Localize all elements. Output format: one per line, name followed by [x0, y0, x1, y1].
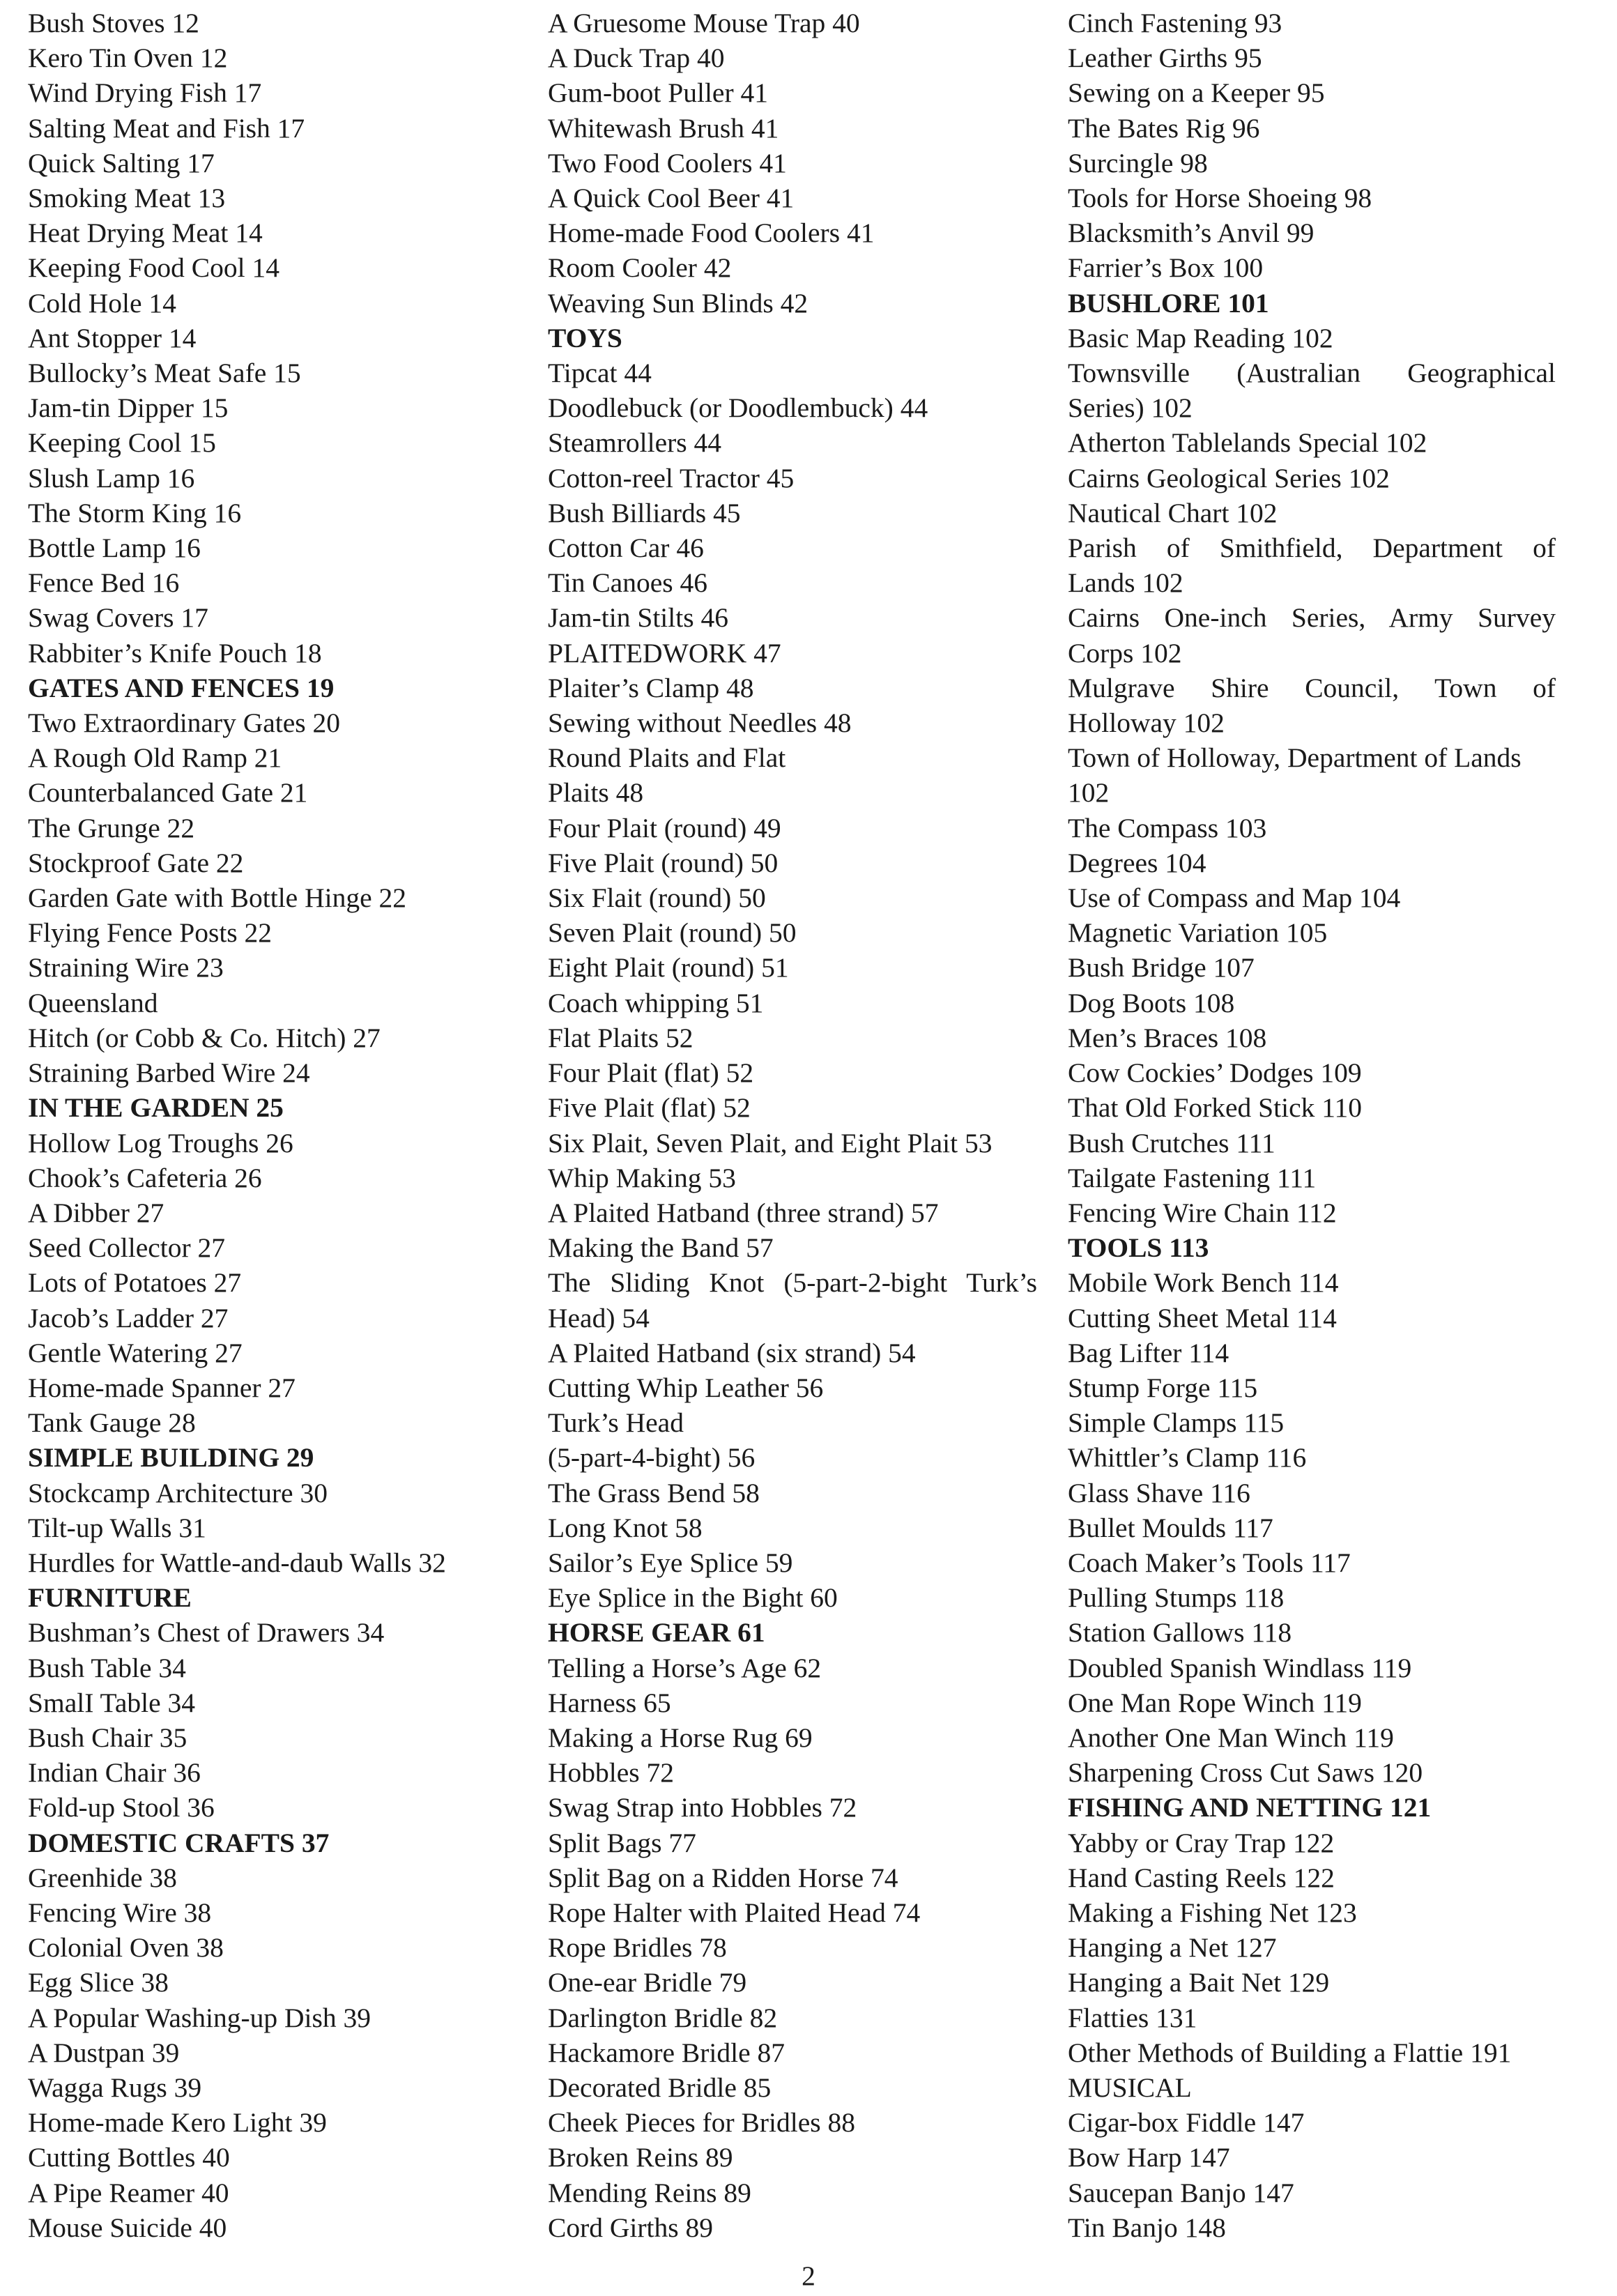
index-entry: Hanging a Net 127	[1068, 1932, 1277, 1964]
index-entry: Telling a Horse’s Age 62	[548, 1652, 822, 1683]
index-entry: A Gruesome Mouse Trap 40	[548, 8, 860, 38]
index-entry: Degrees 104	[1068, 847, 1206, 878]
index-entry: Queensland	[28, 987, 158, 1018]
index-entry: Bullocky’s Meat Safe 15	[28, 358, 301, 389]
index-entry: Seven Plait (round) 50	[548, 917, 797, 949]
index-entry: Bow Harp 147	[1068, 2142, 1230, 2173]
index-entry: Cutting Sheet Metal 114	[1068, 1302, 1337, 1333]
index-entry: Bottle Lamp 16	[28, 533, 201, 564]
index-entry: Seed Collector 27	[28, 1232, 226, 1264]
index-entry: Men’s Braces 108	[1068, 1022, 1267, 1053]
index-entry: Split Bag on a Ridden Horse 74	[548, 1862, 898, 1893]
index-entry: The Bates Rig 96	[1068, 112, 1260, 144]
index-entry: Quick Salting 17	[28, 147, 215, 178]
index-entry: Decorated Bridle 85	[548, 2072, 772, 2103]
index-entry: Eye Splice in the Bight 60	[548, 1582, 838, 1614]
index-entry: Home-made Kero Light 39	[28, 2107, 327, 2138]
index-entry: Sewing without Needles 48	[548, 707, 852, 739]
index-entry: Mulgrave Shire Council, Town of	[1068, 672, 1556, 703]
index-entry: Making a Horse Rug 69	[548, 1722, 813, 1753]
index-column-2	[548, 6, 1037, 2245]
index-entry: Cinch Fastening 93	[1068, 8, 1282, 38]
index-entry: Doodlebuck (or Doodlembuck) 44	[548, 392, 928, 424]
index-entry: Cotton-reel Tractor 45	[548, 462, 795, 493]
index-entry: Another One Man Winch 119	[1068, 1722, 1394, 1753]
index-entry: Six Plait, Seven Plait, and Eight Plait 53	[548, 1127, 993, 1158]
index-entry: Surcingle 98	[1068, 147, 1208, 178]
index-entry: Rabbiter’s Knife Pouch 18	[28, 637, 322, 668]
index-entry: Whittler’s Clamp 116	[1068, 1442, 1307, 1474]
index-entry: Plaits 48	[548, 777, 644, 809]
index-entry: A Dibber 27	[28, 1197, 164, 1228]
index-entry: 102	[1068, 777, 1110, 809]
index-entry: Tank Gauge 28	[28, 1407, 196, 1439]
index-entry: Egg Slice 38	[28, 1967, 169, 1998]
index-entry: Farrier’s Box 100	[1068, 252, 1264, 284]
index-entry: Hobbles 72	[548, 1757, 675, 1789]
index-entry: Head) 54	[548, 1302, 650, 1333]
index-entry: Smoking Meat 13	[28, 183, 226, 214]
index-entry: SmalI Table 34	[28, 1687, 196, 1718]
index-column-1	[28, 6, 502, 2245]
index-entry: Simple Clamps 115	[1068, 1407, 1285, 1439]
index-entry: Cow Cockies’ Dodges 109	[1068, 1057, 1362, 1089]
index-entry: Coach Maker’s Tools 117	[1068, 1547, 1351, 1578]
index-entry: Jacob’s Ladder 27	[28, 1302, 229, 1333]
index-entry: Whitewash Brush 41	[548, 112, 779, 144]
index-entry: Bush Chair 35	[28, 1722, 187, 1753]
index-entry: Plaiter’s Clamp 48	[548, 672, 754, 703]
section-heading: SIMPLE BUILDING 29	[28, 1442, 314, 1474]
index-entry: (5-part-4-bight) 56	[548, 1442, 756, 1474]
index-entry: Cairns Geological Series 102	[1068, 462, 1390, 493]
index-entry: The Sliding Knot (5-part-2-bight Turk’s	[548, 1267, 1037, 1299]
index-entry: Magnetic Variation 105	[1068, 917, 1328, 949]
index-entry: Cigar-box Fiddle 147	[1068, 2107, 1305, 2138]
index-entry: Corps 102	[1068, 637, 1182, 668]
index-entry: Pulling Stumps 118	[1068, 1582, 1285, 1614]
index-entry: Basic Map Reading 102	[1068, 322, 1333, 353]
index-entry: MUSICAL	[1068, 2072, 1192, 2103]
index-entry: Making the Band 57	[548, 1232, 774, 1264]
index-entry: Town of Holloway, Department of Lands	[1068, 742, 1522, 774]
index-entry: Salting Meat and Fish 17	[28, 112, 305, 144]
index-entry: Home-made Spanner 27	[28, 1372, 296, 1403]
index-entry: Greenhide 38	[28, 1862, 177, 1893]
index-entry: Four Plait (flat) 52	[548, 1057, 754, 1089]
index-entry: A Quick Cool Beer 41	[548, 183, 795, 214]
index-entry: Fold-up Stool 36	[28, 1792, 215, 1823]
index-entry: Leather Girths 95	[1068, 43, 1262, 74]
index-entry: Station Gallows 118	[1068, 1617, 1292, 1648]
index-entry: A Plaited Hatband (three strand) 57	[548, 1197, 939, 1228]
index-entry: Mouse Suicide 40	[28, 2212, 227, 2243]
index-entry: Split Bags 77	[548, 1827, 696, 1858]
index-entry: Swag Covers 17	[28, 602, 208, 634]
index-entry: Flying Fence Posts 22	[28, 917, 273, 949]
index-entry: Flatties 131	[1068, 2002, 1197, 2033]
section-heading: FURNITURE	[28, 1582, 192, 1614]
index-entry: Lots of Potatoes 27	[28, 1267, 242, 1299]
index-entry: Chook’s Cafeteria 26	[28, 1162, 262, 1193]
index-entry: Flat Plaits 52	[548, 1022, 693, 1053]
section-heading: GATES AND FENCES 19	[28, 672, 335, 703]
index-entry: Tin Banjo 148	[1068, 2212, 1226, 2243]
index-entry: One Man Rope Winch 119	[1068, 1687, 1362, 1718]
index-entry: A Duck Trap 40	[548, 43, 725, 74]
index-entry: A Plaited Hatband (six strand) 54	[548, 1337, 916, 1368]
index-entry: The Compass 103	[1068, 812, 1267, 843]
index-entry: Cairns One-inch Series, Army Survey	[1068, 602, 1556, 634]
index-entry: Tilt-up Walls 31	[28, 1512, 206, 1543]
index-entry: Room Cooler 42	[548, 252, 732, 284]
index-entry: Home-made Food Coolers 41	[548, 217, 875, 249]
index-entry: Steamrollers 44	[548, 427, 722, 459]
index-entry: Holloway 102	[1068, 707, 1225, 739]
index-entry: Dog Boots 108	[1068, 987, 1235, 1018]
index-entry: Ant Stopper 14	[28, 322, 197, 353]
index-entry: Keeping Cool 15	[28, 427, 216, 459]
index-entry: Fence Bed 16	[28, 567, 180, 599]
index-entry: Mobile Work Bench 114	[1068, 1267, 1339, 1299]
index-entry: Doubled Spanish Windlass 119	[1068, 1652, 1412, 1683]
index-entry: Keeping Food Cool 14	[28, 252, 279, 284]
index-entry: Counterbalanced Gate 21	[28, 777, 308, 809]
index-entry: Cold Hole 14	[28, 287, 176, 319]
index-entry: Jam-tin Dipper 15	[28, 392, 229, 424]
index-entry: Townsville (Australian Geographical	[1068, 358, 1556, 389]
index-entry: Cutting Whip Leather 56	[548, 1372, 824, 1403]
index-entry: Cord Girths 89	[548, 2212, 713, 2243]
index-entry: Colonial Oven 38	[28, 1932, 224, 1964]
index-entry: Fencing Wire 38	[28, 1897, 212, 1928]
index-entry: Long Knot 58	[548, 1512, 703, 1543]
index-entry: Heat Drying Meat 14	[28, 217, 263, 249]
index-entry: Sewing on a Keeper 95	[1068, 77, 1325, 109]
index-entry: Bushman’s Chest of Drawers 34	[28, 1617, 385, 1648]
index-entry: Yabby or Cray Trap 122	[1068, 1827, 1335, 1858]
index-entry: Bag Lifter 114	[1068, 1337, 1229, 1368]
index-entry: Cheek Pieces for Bridles 88	[548, 2107, 855, 2138]
index-entry: Bush Bridge 107	[1068, 952, 1255, 984]
index-entry: Tin Canoes 46	[548, 567, 707, 599]
index-entry: A Rough Old Ramp 21	[28, 742, 282, 774]
index-entry: Weaving Sun Blinds 42	[548, 287, 808, 319]
index-entry: Cutting Bottles 40	[28, 2142, 230, 2173]
index-entry: The Grunge 22	[28, 812, 195, 843]
index-entry: Glass Shave 116	[1068, 1477, 1250, 1508]
index-entry: Turk’s Head	[548, 1407, 684, 1439]
index-entry: Indian Chair 36	[28, 1757, 201, 1789]
index-entry: Round Plaits and Flat	[548, 742, 786, 774]
index-entry: Rope Halter with Plaited Head 74	[548, 1897, 921, 1928]
page-number: 2	[802, 2260, 815, 2291]
index-entry: Broken Reins 89	[548, 2142, 733, 2173]
index-entry: A Pipe Reamer 40	[28, 2177, 229, 2208]
index-entry: One-ear Bridle 79	[548, 1967, 747, 1998]
index-entry: Bush Crutches 111	[1068, 1127, 1275, 1158]
index-entry: Whip Making 53	[548, 1162, 736, 1193]
index-entry: Bush Billiards 45	[548, 497, 741, 528]
index-entry: Hackamore Bridle 87	[548, 2037, 785, 2068]
index-entry: Coach whipping 51	[548, 987, 764, 1018]
index-entry: Tailgate Fastening 111	[1068, 1162, 1317, 1193]
index-entry: Lands 102	[1068, 567, 1183, 599]
index-entry: Cotton Car 46	[548, 533, 704, 564]
index-entry: Stockcamp Architecture 30	[28, 1477, 328, 1508]
index-entry: Sailor’s Eye Splice 59	[548, 1547, 793, 1578]
index-entry: A Popular Washing-up Dish 39	[28, 2002, 371, 2033]
index-entry: Kero Tin Oven 12	[28, 43, 228, 74]
index-entry: Gentle Watering 27	[28, 1337, 243, 1368]
index-entry: Two Food Coolers 41	[548, 147, 787, 178]
index-entry: Garden Gate with Bottle Hinge 22	[28, 882, 406, 914]
index-entry: Series) 102	[1068, 392, 1193, 424]
index-entry: Six Flait (round) 50	[548, 882, 766, 914]
index-entry: The Storm King 16	[28, 497, 242, 528]
index-entry: Gum-boot Puller 41	[548, 77, 768, 109]
section-heading: DOMESTIC CRAFTS 37	[28, 1827, 330, 1858]
index-entry: Slush Lamp 16	[28, 462, 195, 493]
index-entry: Hand Casting Reels 122	[1068, 1862, 1335, 1893]
index-entry: Swag Strap into Hobbles 72	[548, 1792, 857, 1823]
index-entry: Hitch (or Cobb & Co. Hitch) 27	[28, 1022, 381, 1053]
index-entry: That Old Forked Stick 110	[1068, 1092, 1363, 1124]
index-entry: Hanging a Bait Net 129	[1068, 1967, 1330, 1998]
index-entry: Tipcat 44	[548, 358, 652, 389]
index-entry: Hurdles for Wattle-and-daub Walls 32	[28, 1547, 446, 1578]
index-entry: Sharpening Cross Cut Saws 120	[1068, 1757, 1423, 1789]
index-entry: Making a Fishing Net 123	[1068, 1897, 1357, 1928]
index-entry: Stockproof Gate 22	[28, 847, 244, 878]
index-column-3	[1068, 6, 1556, 2245]
index-entry: Eight Plait (round) 51	[548, 952, 789, 984]
index-entry: Four Plait (round) 49	[548, 812, 781, 843]
section-heading: HORSE GEAR 61	[548, 1617, 765, 1648]
index-entry: Darlington Bridle 82	[548, 2002, 778, 2033]
index-entry: Straining Barbed Wire 24	[28, 1057, 310, 1089]
index-entry: Hollow Log Troughs 26	[28, 1127, 293, 1158]
index-entry: Harness 65	[548, 1687, 671, 1718]
index-entry: Mending Reins 89	[548, 2177, 751, 2208]
index-entry: A Dustpan 39	[28, 2037, 180, 2068]
section-heading: IN THE GARDEN 25	[28, 1092, 284, 1124]
index-entry: Saucepan Banjo 147	[1068, 2177, 1294, 2208]
index-entry: The Grass Bend 58	[548, 1477, 760, 1508]
index-entry: Stump Forge 115	[1068, 1372, 1258, 1403]
section-heading: TOYS	[548, 322, 622, 353]
index-entry: Straining Wire 23	[28, 952, 224, 984]
index-entry: Other Methods of Building a Flattie 191	[1068, 2037, 1512, 2068]
index-entry: Five Plait (round) 50	[548, 847, 779, 878]
index-entry: Use of Compass and Map 104	[1068, 882, 1401, 914]
index-entry: PLAITEDWORK 47	[548, 637, 781, 668]
index-entry: Parish of Smithfield, Department of	[1068, 533, 1556, 564]
index-entry: Rope Bridles 78	[548, 1932, 727, 1964]
index-entry: Nautical Chart 102	[1068, 497, 1278, 528]
index-entry: Blacksmith’s Anvil 99	[1068, 217, 1315, 249]
index-entry: Tools for Horse Shoeing 98	[1068, 183, 1372, 214]
section-heading: FISHING AND NETTING 121	[1068, 1792, 1432, 1823]
index-entry: Bush Table 34	[28, 1652, 186, 1683]
index-entry: Wind Drying Fish 17	[28, 77, 262, 109]
index-entry: Bush Stoves 12	[28, 8, 199, 38]
index-entry: Fencing Wire Chain 112	[1068, 1197, 1337, 1228]
index-entry: Atherton Tablelands Special 102	[1068, 427, 1427, 459]
index-entry: Two Extraordinary Gates 20	[28, 707, 341, 739]
index-entry: Five Plait (flat) 52	[548, 1092, 751, 1124]
section-heading: BUSHLORE 101	[1068, 287, 1269, 319]
index-entry: Bullet Moulds 117	[1068, 1512, 1273, 1543]
section-heading: TOOLS 113	[1068, 1232, 1209, 1264]
index-entry: Wagga Rugs 39	[28, 2072, 202, 2103]
index-entry: Jam-tin Stilts 46	[548, 602, 728, 634]
